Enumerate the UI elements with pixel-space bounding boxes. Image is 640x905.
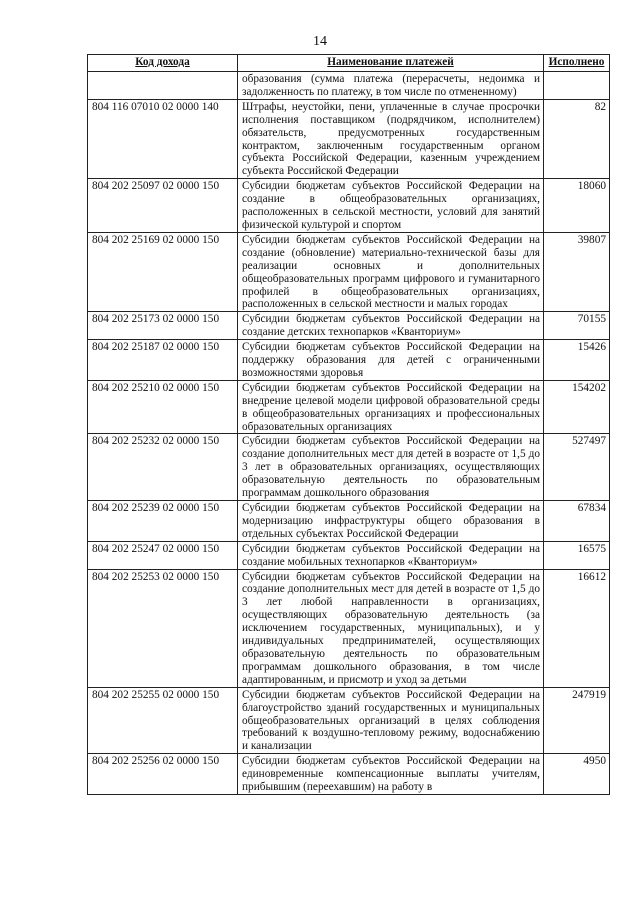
row-code: 804 202 25097 02 0000 150 — [88, 179, 238, 233]
row-name: образования (сумма платежа (перерасчеты, недоимка и задолженность по платежу, в том числе по отмененному) — [238, 72, 544, 100]
row-code: 804 202 25187 02 0000 150 — [88, 340, 238, 381]
table-row — [88, 340, 610, 381]
row-name: Субсидии бюджетам субъектов Российской Федерации на создание дополнительных мест для детей в возрасте от 1,5 до 3 лет любой направленности в организациях, осуществляющих образовательную деятельность (за исключением государственных, муниципальных), и у индивидуальных предпринимателей, осуществляющих образовательную деятельность по образовательным программам дошкольного образования, в том числе адаптированным, и присмотр и уход за детьми — [238, 569, 544, 687]
table-header-row — [88, 55, 610, 72]
page-number: 14 — [313, 34, 327, 49]
table-row — [88, 232, 610, 311]
row-name: Субсидии бюджетам субъектов Российской Федерации на создание в общеобразовательных организациях, расположенных в сельской местности, условий для занятий физической культурой и спортом — [238, 179, 544, 233]
table-row — [88, 312, 610, 340]
table-row — [88, 501, 610, 542]
row-name: Субсидии бюджетам субъектов Российской Федерации на создание (обновление) материально-технической базы для реализации основных и дополнительных общеобразовательных программ цифрового и гуманитарного профилей в общеобразовательных организациях, расположенных в сельской местности и малых городах — [238, 232, 544, 311]
row-amount: 4950 — [544, 754, 610, 795]
table-row — [88, 380, 610, 434]
table-row — [88, 569, 610, 687]
row-amount: 70155 — [544, 312, 610, 340]
header-name: Наименование платежей — [238, 55, 544, 72]
row-name: Штрафы, неустойки, пени, уплаченные в случае просрочки исполнения поставщиком (подрядчиком, исполнителем) обязательств, предусмотренных государственным контрактом, заключенным государственным органом субъекта Российской Федерации, казенным учреждением субъекта Российской Федерации — [238, 99, 544, 178]
table-body — [88, 72, 610, 795]
table-row — [88, 541, 610, 569]
row-name: Субсидии бюджетам субъектов Российской Федерации на модернизацию инфраструктуры общего образования в отдельных субъектах Российской Федерации — [238, 501, 544, 542]
row-amount: 247919 — [544, 687, 610, 754]
row-amount: 18060 — [544, 179, 610, 233]
row-code: 804 202 25232 02 0000 150 — [88, 434, 238, 501]
row-code: 804 202 25253 02 0000 150 — [88, 569, 238, 687]
table-row — [88, 434, 610, 501]
row-name: Субсидии бюджетам субъектов Российской Федерации на единовременные компенсационные выплаты учителям, прибывшим (переехавшим) на работу в — [238, 754, 544, 795]
row-name: Субсидии бюджетам субъектов Российской Федерации на создание мобильных технопарков «Кванториум» — [238, 541, 544, 569]
row-amount — [544, 72, 610, 100]
row-amount: 39807 — [544, 232, 610, 311]
row-code: 804 202 25173 02 0000 150 — [88, 312, 238, 340]
table-row — [88, 99, 610, 178]
row-amount: 16575 — [544, 541, 610, 569]
header-amount: Исполнено — [544, 55, 610, 72]
row-code — [88, 72, 238, 100]
row-name: Субсидии бюджетам субъектов Российской Федерации на создание детских технопарков «Кванториум» — [238, 312, 544, 340]
table-row — [88, 72, 610, 100]
row-code: 804 202 25256 02 0000 150 — [88, 754, 238, 795]
row-name: Субсидии бюджетам субъектов Российской Федерации на благоустройство зданий государственных и муниципальных общеобразовательных организаций в целях соблюдения требований к воздушно-тепловому режиму, водоснабжению и канализации — [238, 687, 544, 754]
row-amount: 15426 — [544, 340, 610, 381]
table-row — [88, 754, 610, 795]
row-code: 804 202 25169 02 0000 150 — [88, 232, 238, 311]
row-name: Субсидии бюджетам субъектов Российской Федерации на поддержку образования для детей с ограниченными возможностями здоровья — [238, 340, 544, 381]
table-row — [88, 687, 610, 754]
row-amount: 527497 — [544, 434, 610, 501]
row-code: 804 202 25210 02 0000 150 — [88, 380, 238, 434]
table-row — [88, 179, 610, 233]
row-code: 804 202 25239 02 0000 150 — [88, 501, 238, 542]
row-amount: 67834 — [544, 501, 610, 542]
revenue-table — [87, 54, 610, 795]
row-name: Субсидии бюджетам субъектов Российской Федерации на создание дополнительных мест для детей в возрасте от 1,5 до 3 лет в образовательных организациях, осуществляющих образовательную деятельность по образовательным программам дошкольного образования — [238, 434, 544, 501]
row-name: Субсидии бюджетам субъектов Российской Федерации на внедрение целевой модели цифровой образовательной среды в общеобразовательных организациях и профессиональных образовательных организациях — [238, 380, 544, 434]
row-code: 804 202 25255 02 0000 150 — [88, 687, 238, 754]
row-amount: 16612 — [544, 569, 610, 687]
row-code: 804 116 07010 02 0000 140 — [88, 99, 238, 178]
row-code: 804 202 25247 02 0000 150 — [88, 541, 238, 569]
row-amount: 82 — [544, 99, 610, 178]
header-code: Код дохода — [88, 55, 238, 72]
row-amount: 154202 — [544, 380, 610, 434]
